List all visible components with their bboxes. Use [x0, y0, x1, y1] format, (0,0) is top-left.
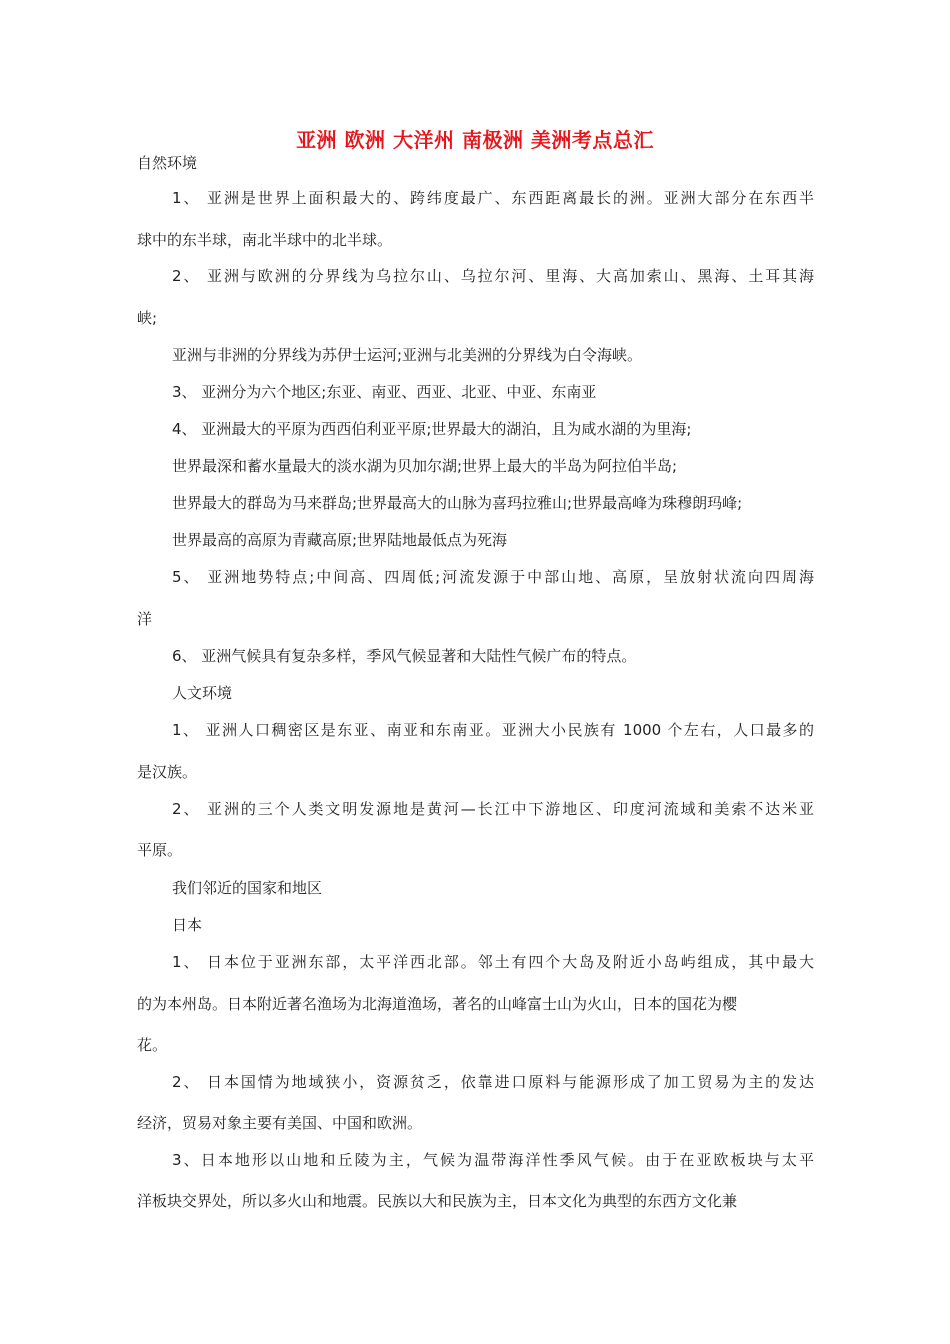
paragraph-line: 2、 亚洲与欧洲的分界线为乌拉尔山、乌拉尔河、里海、大高加索山、黑海、土耳其海 — [172, 267, 814, 285]
paragraph-line: 1、 亚洲是世界上面积最大的、跨纬度最广、东西距离最长的洲。亚洲大部分在东西半 — [172, 189, 814, 207]
paragraph-line: 3、 亚洲分为六个地区;东亚、南亚、西亚、北亚、中亚、东南亚 — [172, 383, 597, 401]
paragraph-line: 2、 日本国情为地域狭小，资源贫乏，依靠进口原料与能源形成了加工贸易为主的发达 — [172, 1073, 814, 1091]
paragraph-line: 经济，贸易对象主要有美国、中国和欧洲。 — [137, 1114, 423, 1132]
document-title: 亚洲 欧洲 大洋州 南极洲 美洲考点总汇 — [296, 128, 654, 152]
paragraph-line: 亚洲与非洲的分界线为苏伊士运河;亚洲与北美洲的分界线为白令海峡。 — [172, 346, 643, 364]
section-heading-human: 人文环境 — [172, 684, 233, 702]
paragraph-line: 花。 — [137, 1036, 168, 1054]
paragraph-line: 5、 亚洲地势特点;中间高、四周低;河流发源于中部山地、高原，呈放射状流向四周海 — [172, 568, 814, 586]
paragraph-line: 世界最大的群岛为马来群岛;世界最高大的山脉为喜玛拉雅山;世界最高峰为珠穆朗玛峰; — [172, 494, 743, 512]
paragraph-line: 1、 亚洲人口稠密区是东亚、南亚和东南亚。亚洲大小民族有 1000 个左右，人口最多的 — [172, 721, 814, 739]
paragraph-line: 3、日本地形以山地和丘陵为主，气候为温带海洋性季风气候。由于在亚欧板块与太平 — [172, 1151, 814, 1169]
paragraph-line: 是汉族。 — [137, 763, 198, 781]
paragraph-line: 球中的东半球，南北半球中的北半球。 — [137, 231, 393, 249]
paragraph-line: 洋板块交界处，所以多火山和地震。民族以大和民族为主，日本文化为典型的东西方文化兼 — [137, 1192, 738, 1210]
paragraph-line: 平原。 — [137, 841, 183, 859]
paragraph-line: 洋 — [137, 610, 153, 628]
section-heading-natural: 自然环境 — [137, 154, 198, 172]
paragraph-line: 6、 亚洲气候具有复杂多样，季风气候显著和大陆性气候广布的特点。 — [172, 647, 637, 665]
section-heading-japan: 日本 — [172, 916, 203, 934]
paragraph-line: 2、 亚洲的三个人类文明发源地是黄河—长江中下游地区、印度河流域和美索不达米亚 — [172, 800, 814, 818]
paragraph-line: 4、 亚洲最大的平原为西西伯利亚平原;世界最大的湖泊，且为咸水湖的为里海; — [172, 420, 692, 438]
paragraph-line: 1、 日本位于亚洲东部，太平洋西北部。邻土有四个大岛及附近小岛屿组成，其中最大 — [172, 953, 814, 971]
section-heading-neighbors: 我们邻近的国家和地区 — [172, 879, 323, 897]
paragraph-line: 世界最高的高原为青藏高原;世界陆地最低点为死海 — [172, 531, 508, 549]
paragraph-line: 的为本州岛。日本附近著名渔场为北海道渔场，著名的山峰富士山为火山，日本的国花为樱 — [137, 995, 738, 1013]
paragraph-line: 峡; — [137, 309, 158, 327]
paragraph-line: 世界最深和蓄水量最大的淡水湖为贝加尔湖;世界上最大的半岛为阿拉伯半岛; — [172, 457, 678, 475]
